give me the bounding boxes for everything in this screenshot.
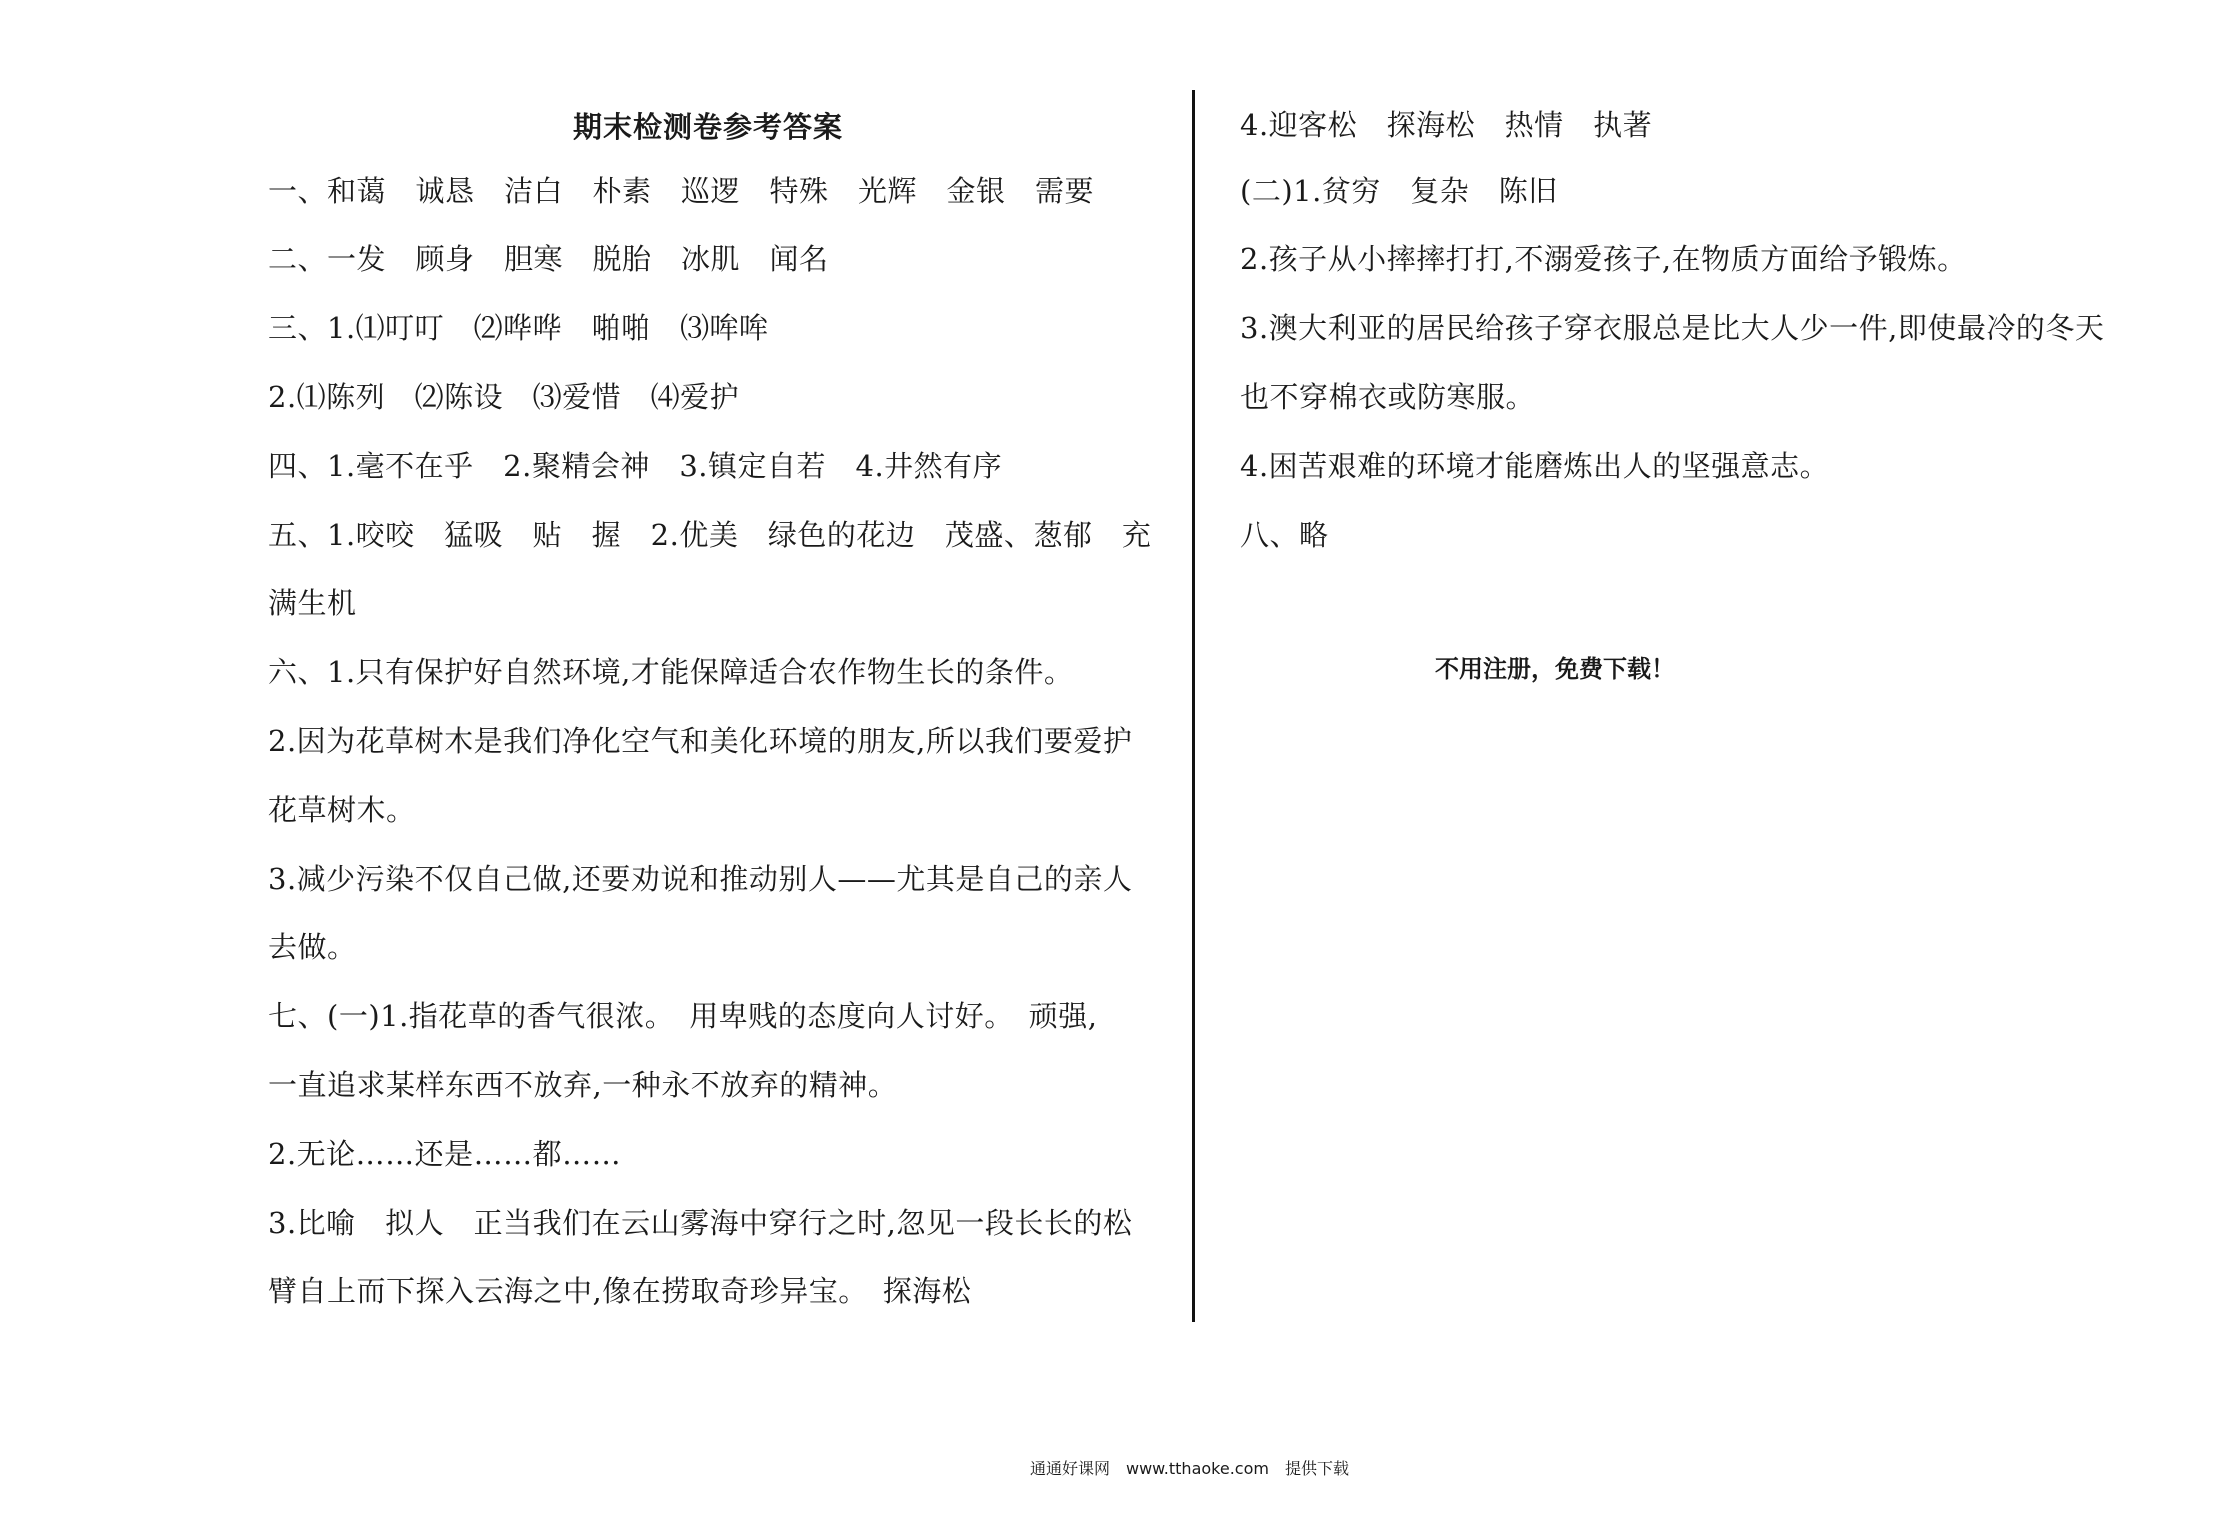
column-divider [1192,90,1195,1322]
answer-line: 去做。 [268,930,357,964]
answer-line: 4.迎客松 探海松 热情 执著 [1240,108,1653,142]
answer-line: 花草树木。 [268,793,416,827]
answer-line: 3.比喻 拟人 正当我们在云山雾海中穿行之时,忽见一段长长的松 [268,1206,1133,1240]
answer-line: 3.减少污染不仅自己做,还要劝说和推动别人——尤其是自己的亲人 [268,862,1133,896]
answer-line: 2.因为花草树木是我们净化空气和美化环境的朋友,所以我们要爱护 [268,724,1133,758]
answer-line: (二)1.贫穷 复杂 陈旧 [1240,174,1558,208]
answer-line: 2.无论……还是……都…… [268,1137,622,1171]
answer-line: 八、略 [1240,518,1329,552]
answer-line: 3.澳大利亚的居民给孩子穿衣服总是比大人少一件,即使最冷的冬天 [1240,311,2105,345]
answer-line: 四、1.毫不在乎 2.聚精会神 3.镇定自若 4.井然有序 [268,449,1003,483]
answer-line: 4.困苦艰难的环境才能磨炼出人的坚强意志。 [1240,449,1830,483]
answer-line: 二、一发 顾身 胆寒 脱胎 冰肌 闻名 [268,242,829,276]
answer-line: 一直追求某样东西不放弃,一种永不放弃的精神。 [268,1068,898,1102]
answer-line: 满生机 [268,586,357,620]
answer-line: 臂自上而下探入云海之中,像在捞取奇珍异宝。 探海松 [268,1274,972,1308]
promo-text: 不用注册，免费下载！ [1435,655,1675,683]
footer-credit: 通通好课网 www.tthaoke.com 提供下载 [1030,1459,1349,1478]
answer-line: 2.孩子从小摔摔打打,不溺爱孩子,在物质方面给予锻炼。 [1240,242,1967,276]
answer-line: 2.⑴陈列 ⑵陈设 ⑶爱惜 ⑷爱护 [268,380,740,414]
answer-line: 七、(一)1.指花草的香气很浓。 用卑贱的态度向人讨好。 顽强, [268,999,1098,1033]
answer-line: 六、1.只有保护好自然环境,才能保障适合农作物生长的条件。 [268,655,1074,689]
answer-line: 三、1.⑴叮叮 ⑵哗哗 啪啪 ⑶哞哞 [268,311,769,345]
page-title: 期末检测卷参考答案 [572,110,843,144]
answer-line: 五、1.咬咬 猛吸 贴 握 2.优美 绿色的花边 茂盛、葱郁 充 [268,518,1152,552]
answer-line: 一、和蔼 诚恳 洁白 朴素 巡逻 特殊 光辉 金银 需要 [268,174,1095,208]
answer-line: 也不穿棉衣或防寒服。 [1240,380,1536,414]
